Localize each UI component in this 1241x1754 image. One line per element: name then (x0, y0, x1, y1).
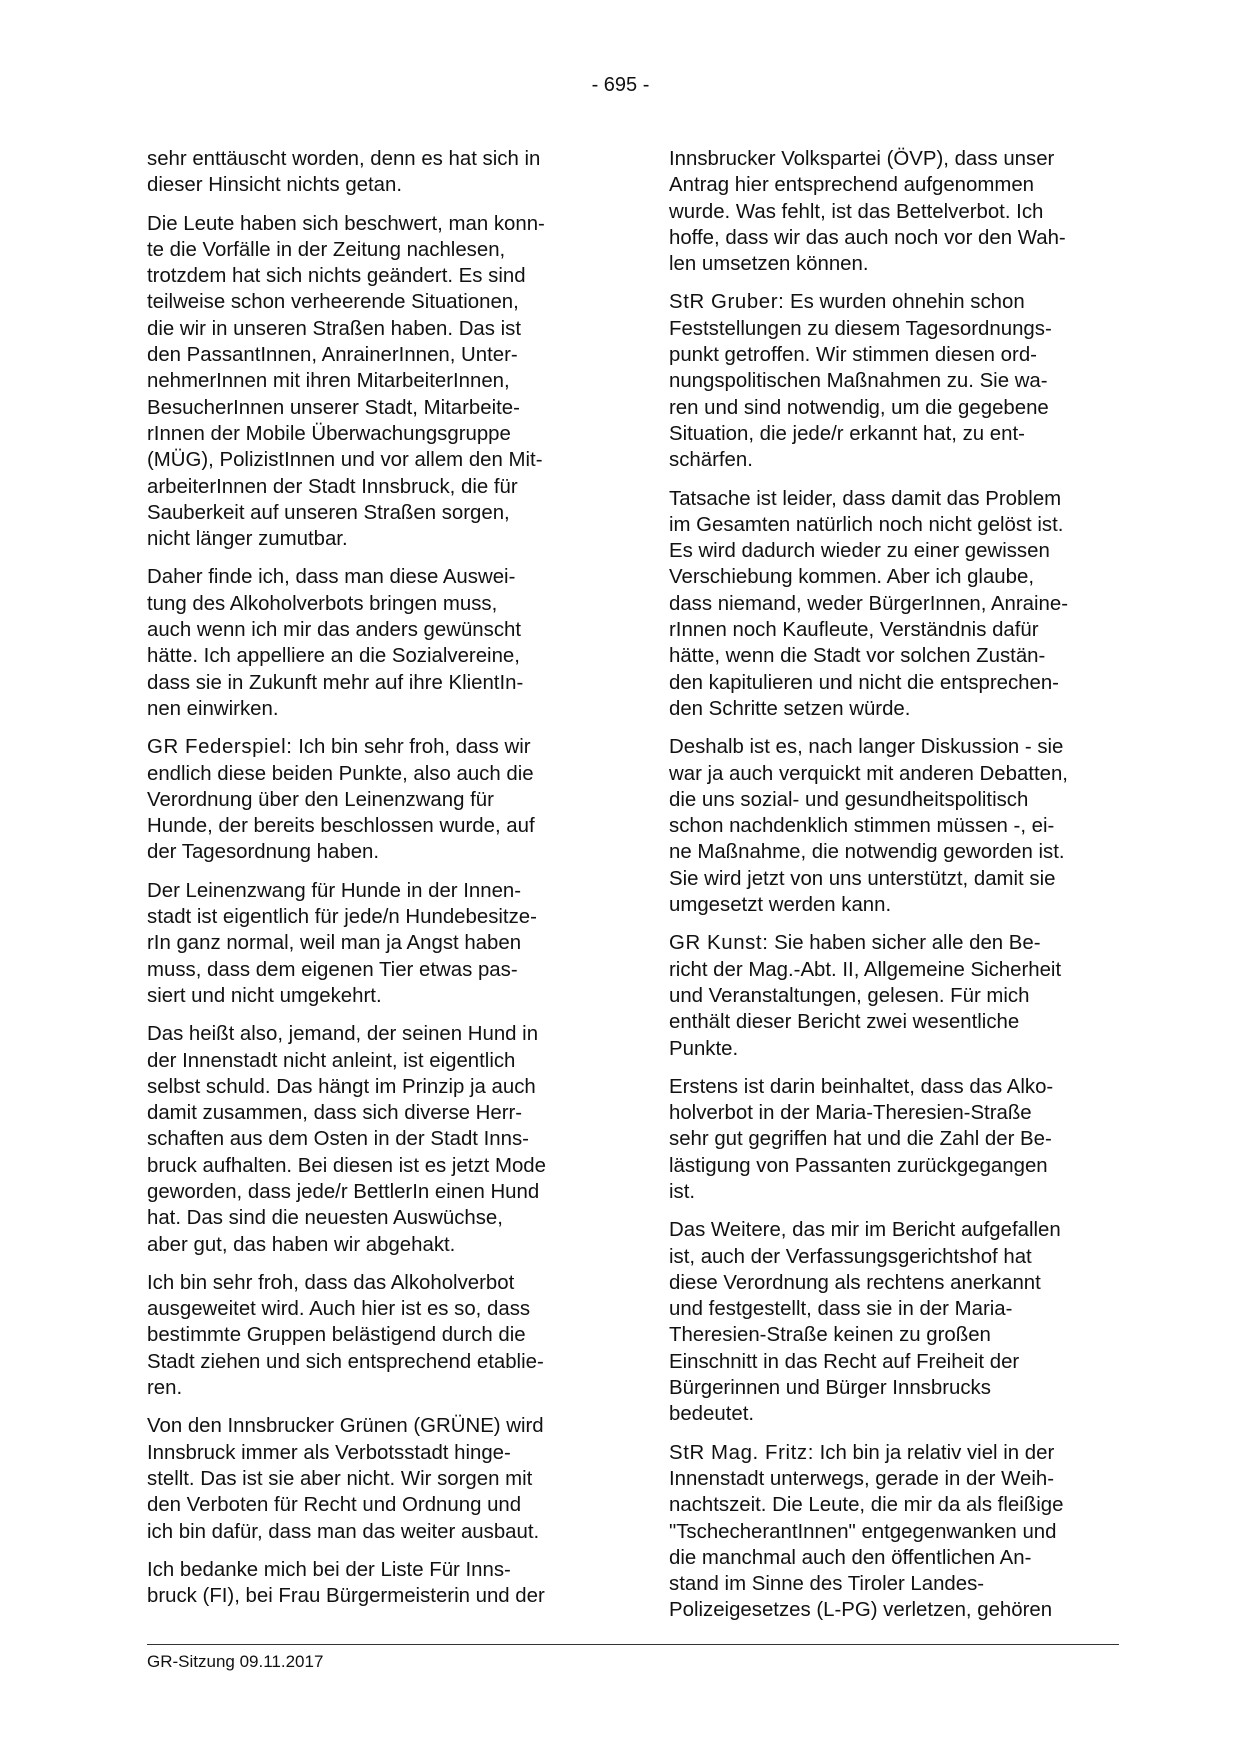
text-line: nicht länger zumutbar. (147, 528, 348, 551)
text-line: ne Maßnahme, die notwendig geworden ist. (669, 841, 1065, 864)
text-line: war ja auch verquickt mit anderen Debatten, (669, 762, 1068, 785)
text-line: dass sie in Zukunft mehr auf ihre KlientIn- (147, 671, 524, 694)
text-line: damit zusammen, dass sich diverse Herr- (147, 1102, 523, 1125)
text-line: bruck (FI), bei Frau Bürgermeisterin und der (147, 1585, 545, 1608)
text-line: Ich bedanke mich bei der Liste Für Inns- (147, 1558, 511, 1581)
paragraph (147, 1270, 607, 1401)
text-line: GR Kunst: Sie haben sicher alle den Be- (669, 932, 1041, 955)
text-line: und Veranstaltungen, gelesen. Für mich (669, 984, 1030, 1007)
paragraph (669, 1440, 1129, 1624)
text-line: diese Verordnung als rechtens anerkannt (669, 1271, 1041, 1294)
text-line: schon nachdenklich stimmen müssen -, ei- (669, 815, 1055, 838)
text-line: BesucherInnen unserer Stadt, Mitarbeite- (147, 396, 520, 419)
text-line: bedeutet. (669, 1403, 755, 1426)
text-line: Daher finde ich, dass man diese Auswei- (147, 566, 516, 589)
right-column (669, 146, 1129, 1636)
text-line: dass niemand, weder BürgerInnen, Anraine- (669, 592, 1068, 615)
text-line: arbeiterInnen der Stadt Innsbruck, die für (147, 475, 518, 498)
text-line: Polizeigesetzes (L-PG) verletzen, gehören (669, 1599, 1053, 1622)
text-line: te die Vorfälle in der Zeitung nachlesen, (147, 238, 506, 261)
paragraph (669, 1217, 1129, 1427)
text-line: im Gesamten natürlich noch nicht gelöst ist. (669, 513, 1064, 536)
text-line: Von den Innsbrucker Grünen (GRÜNE) wird (147, 1415, 544, 1438)
text-line: StR Mag. Fritz: Ich bin ja relativ viel in der (669, 1441, 1055, 1464)
text-line: Erstens ist darin beinhaltet, dass das Alko- (669, 1075, 1054, 1098)
text-line: Tatsache ist leider, dass damit das Problem (669, 487, 1062, 510)
text-line: rInnen noch Kaufleute, Verständnis dafür (669, 619, 1039, 642)
speaker-name: StR Mag. Fritz: (669, 1441, 814, 1464)
text-line: die manchmal auch den öffentlichen An- (669, 1546, 1032, 1569)
text-line: stadt ist eigentlich für jede/n Hundebesitze- (147, 906, 537, 929)
text-line: hoffe, dass wir das auch noch vor den Wah- (669, 226, 1066, 249)
text-line: rInnen der Mobile Überwachungsgruppe (147, 422, 511, 445)
text-line: schärfen. (669, 449, 753, 472)
speaker-name: GR Federspiel: (147, 736, 293, 759)
text-line: dieser Hinsicht nichts getan. (147, 174, 403, 197)
paragraph (669, 734, 1129, 918)
text-line: und festgestellt, dass sie in der Maria- (669, 1298, 1013, 1321)
paragraph (147, 564, 607, 722)
text-line: der Tagesordnung haben. (147, 841, 380, 864)
text-line: ausgeweitet wird. Auch hier ist es so, dass (147, 1298, 531, 1321)
text-line: Deshalb ist es, nach langer Diskussion - sie (669, 736, 1064, 759)
text-line: hätte, wenn die Stadt vor solchen Zustän- (669, 645, 1046, 668)
text-line: bestimmte Gruppen belästigend durch die (147, 1324, 526, 1347)
text-line: Feststellungen zu diesem Tagesordnungs- (669, 317, 1052, 340)
text-line: ist, auch der Verfassungsgerichtshof hat (669, 1245, 1032, 1268)
paragraph (147, 1021, 607, 1258)
text-line: Antrag hier entsprechend aufgenommen (669, 174, 1035, 197)
text-line: Bürgerinnen und Bürger Innsbrucks (669, 1377, 991, 1400)
page-number: - 695 - (591, 74, 650, 96)
text-line: Es wird dadurch wieder zu einer gewissen (669, 540, 1050, 563)
left-column (147, 146, 607, 1621)
text-line: Hunde, der bereits beschlossen wurde, auf (147, 815, 535, 838)
text-line: ren. (147, 1377, 183, 1400)
text-line: Einschnitt in das Recht auf Freiheit der (669, 1350, 1020, 1373)
paragraph (669, 486, 1129, 723)
paragraph (147, 1557, 607, 1610)
paragraph (147, 878, 607, 1009)
text-line: nachtszeit. Die Leute, die mir da als fleißige (669, 1494, 1064, 1517)
text-line: (MÜG), PolizistInnen und vor allem den Mit- (147, 449, 543, 472)
text-line: nen einwirken. (147, 697, 279, 720)
text-line: ist. (669, 1180, 696, 1203)
text-line: Die Leute haben sich beschwert, man konn- (147, 212, 545, 235)
text-line: Das Weitere, das mir im Bericht aufgefallen (669, 1219, 1061, 1242)
text-line: "TschecherantInnen" entgegenwanken und (669, 1520, 1057, 1543)
speaker-name: StR Gruber: (669, 291, 785, 314)
text-line: die wir in unseren Straßen haben. Das ist (147, 317, 522, 340)
paragraph (669, 146, 1129, 277)
text-line: Punkte. (669, 1037, 739, 1060)
text-line: stand im Sinne des Tiroler Landes- (669, 1573, 985, 1596)
text-line: Theresien-Straße keinen zu großen (669, 1324, 991, 1347)
footer-divider (147, 1644, 1119, 1645)
text-line: rIn ganz normal, weil man ja Angst haben (147, 932, 522, 955)
text-line: den kapitulieren und nicht die entsprechen- (669, 671, 1059, 694)
text-line: trotzdem hat sich nichts geändert. Es sind (147, 265, 526, 288)
text-line: Innsbruck immer als Verbotsstadt hinge- (147, 1441, 511, 1464)
text-line: hätte. Ich appelliere an die Sozialvereine, (147, 645, 520, 668)
text-line: muss, dass dem eigenen Tier etwas pas- (147, 958, 518, 981)
text-line: Innsbrucker Volkspartei (ÖVP), dass unser (669, 148, 1055, 170)
text-line: die uns sozial- und gesundheitspolitisch (669, 788, 1029, 811)
text-line: Das heißt also, jemand, der seinen Hund in (147, 1023, 539, 1046)
text-line: der Innenstadt nicht anleint, ist eigentlich (147, 1049, 516, 1072)
text-line: Situation, die jede/r erkannt hat, zu ent- (669, 422, 1025, 445)
text-line: den PassantInnen, AnrainerInnen, Unter- (147, 344, 518, 367)
text-line: Sie wird jetzt von uns unterstützt, damit sie (669, 867, 1056, 890)
text-line: sehr enttäuscht worden, denn es hat sich in (147, 148, 541, 170)
text-line: Der Leinenzwang für Hunde in der Innen- (147, 879, 522, 902)
text-line: tung des Alkoholverbots bringen muss, (147, 592, 498, 615)
text-line: siert und nicht umgekehrt. (147, 984, 382, 1007)
paragraph (147, 734, 607, 865)
text-line: wurde. Was fehlt, ist das Bettelverbot. Ich (669, 200, 1044, 223)
text-line: holverbot in der Maria-Theresien-Straße (669, 1102, 1032, 1125)
paragraph (669, 289, 1129, 473)
text-line: sehr gut gegriffen hat und die Zahl der Be- (669, 1128, 1052, 1151)
text-line: hat. Das sind die neuesten Auswüchse, (147, 1207, 503, 1230)
text-line: punkt getroffen. Wir stimmen diesen ord- (669, 344, 1037, 367)
text-line: Sauberkeit auf unseren Straßen sorgen, (147, 501, 510, 524)
footer-session-date: GR-Sitzung 09.11.2017 (147, 1652, 324, 1671)
text-line: StR Gruber: Es wurden ohnehin schon (669, 291, 1025, 314)
text-line: ich bin dafür, dass man das weiter ausbaut. (147, 1520, 540, 1543)
text-line: Verordnung über den Leinenzwang für (147, 788, 494, 811)
text-line: ren und sind notwendig, um die gegebene (669, 396, 1049, 419)
text-line: aber gut, das haben wir abgehakt. (147, 1233, 456, 1256)
text-line: Stadt ziehen und sich entsprechend etablie- (147, 1350, 544, 1373)
text-line: bruck aufhalten. Bei diesen ist es jetzt Mode (147, 1154, 546, 1177)
text-line: endlich diese beiden Punkte, also auch die (147, 762, 534, 785)
paragraph (147, 146, 607, 199)
text-line: nehmerInnen mit ihren MitarbeiterInnen, (147, 370, 510, 393)
paragraph (147, 211, 607, 553)
paragraph (669, 1074, 1129, 1205)
paragraph (147, 1413, 607, 1544)
text-line: Ich bin sehr froh, dass das Alkoholverbot (147, 1271, 515, 1294)
text-line: umgesetzt werden kann. (669, 894, 892, 917)
text-line: Verschiebung kommen. Aber ich glaube, (669, 566, 1034, 589)
paragraph (669, 930, 1129, 1061)
speaker-name: GR Kunst: (669, 932, 769, 955)
text-line: schaften aus dem Osten in der Stadt Inns- (147, 1128, 529, 1151)
text-line: GR Federspiel: Ich bin sehr froh, dass wir (147, 736, 531, 759)
text-line: auch wenn ich mir das anders gewünscht (147, 619, 522, 642)
text-line: den Schritte setzen würde. (669, 697, 911, 720)
text-line: stellt. Das ist sie aber nicht. Wir sorgen mit (147, 1467, 533, 1490)
text-line: den Verboten für Recht und Ordnung und (147, 1494, 522, 1517)
text-line: geworden, dass jede/r BettlerIn einen Hund (147, 1180, 540, 1203)
text-line: len umsetzen können. (669, 253, 869, 276)
text-line: Innenstadt unterwegs, gerade in der Weih- (669, 1467, 1055, 1490)
text-line: selbst schuld. Das hängt im Prinzip ja auch (147, 1075, 536, 1098)
text-line: teilweise schon verheerende Situationen, (147, 291, 519, 314)
text-line: nungspolitischen Maßnahmen zu. Sie wa- (669, 370, 1048, 393)
text-line: richt der Mag.-Abt. II, Allgemeine Sicherheit (669, 958, 1062, 981)
text-line: enthält dieser Bericht zwei wesentliche (669, 1011, 1020, 1034)
text-line: lästigung von Passanten zurückgegangen (669, 1154, 1048, 1177)
